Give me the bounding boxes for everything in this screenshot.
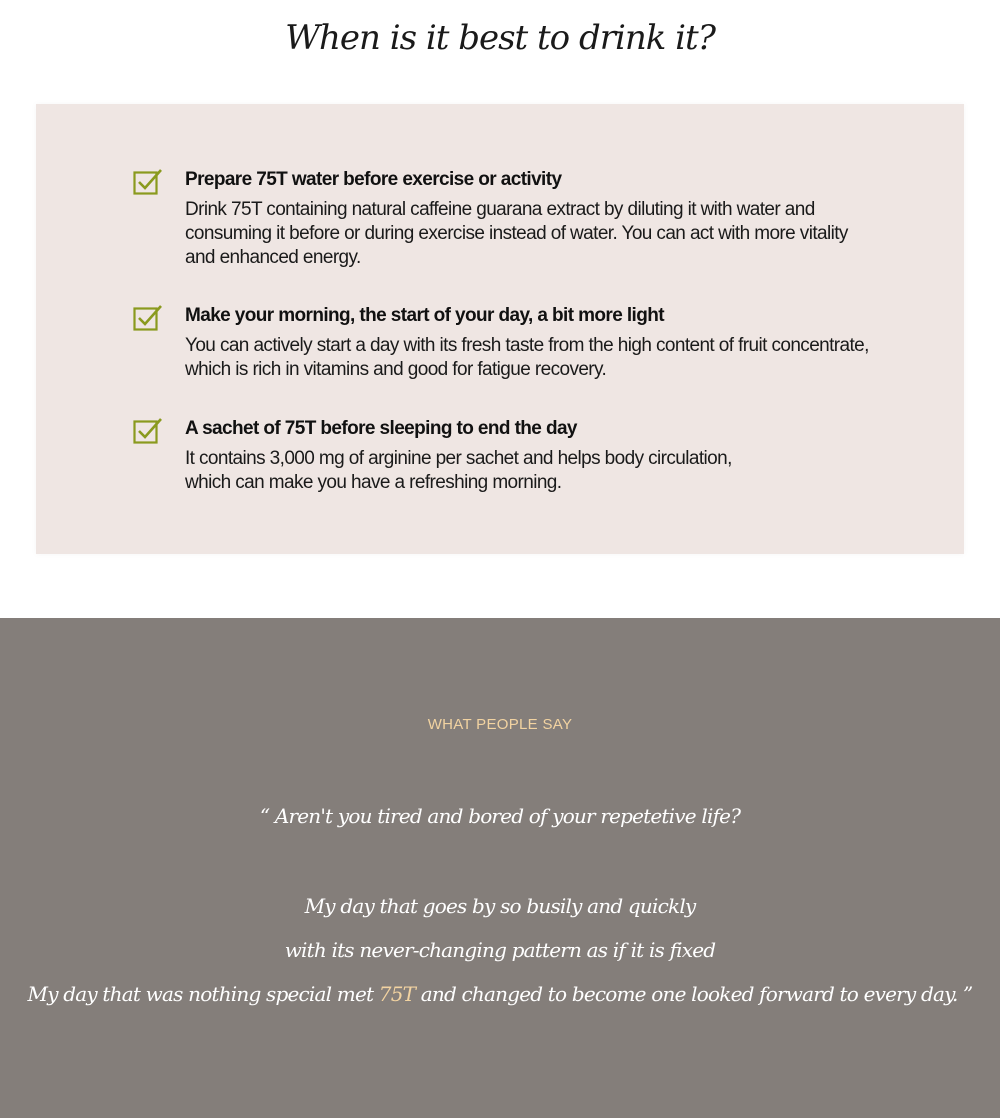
quote-text: and changed to become one looked forward to every day. ” xyxy=(415,982,973,1006)
quote-line: My day that goes by so busily and quickly xyxy=(304,894,696,918)
brand-highlight: 75T xyxy=(378,982,416,1006)
checkbox-check-icon xyxy=(133,417,163,445)
tip-text xyxy=(185,168,925,270)
quote-text: My day that was nothing special met xyxy=(27,982,379,1006)
checkbox-check-icon xyxy=(133,304,163,332)
tip-body: Drink 75T containing natural caffeine guarana extract by diluting it with water and consuming it before or during exercise instead of water. You can act with more vitality and enhanced energy. xyxy=(185,199,848,268)
checkbox-check-icon xyxy=(133,168,163,196)
tips-panel xyxy=(36,104,964,554)
tip-heading: Make your morning, the start of your day, a bit more light xyxy=(185,305,664,326)
tip-heading: A sachet of 75T before sleeping to end the day xyxy=(185,418,577,439)
tip-body: You can actively start a day with its fresh taste from the high content of fruit concentrate, which is rich in vitamins and good for fatigue recovery. xyxy=(185,335,869,380)
tip-heading: Prepare 75T water before exercise or activity xyxy=(185,169,562,190)
reviews-label: WHAT PEOPLE SAY xyxy=(427,716,573,733)
quote-line xyxy=(0,982,1000,1006)
tip-text xyxy=(185,417,925,495)
quote-intro: “ Aren't you tired and bored of your repetetive life? xyxy=(259,804,741,828)
page-title: When is it best to drink it? xyxy=(285,18,715,58)
tip-body: It contains 3,000 mg of arginine per sachet and helps body circulation, which can make you have a refreshing morning. xyxy=(185,448,732,493)
tip-text xyxy=(185,304,925,382)
quote-line: with its never-changing pattern as if it is fixed xyxy=(284,938,716,962)
reviews-section xyxy=(0,618,1000,1118)
